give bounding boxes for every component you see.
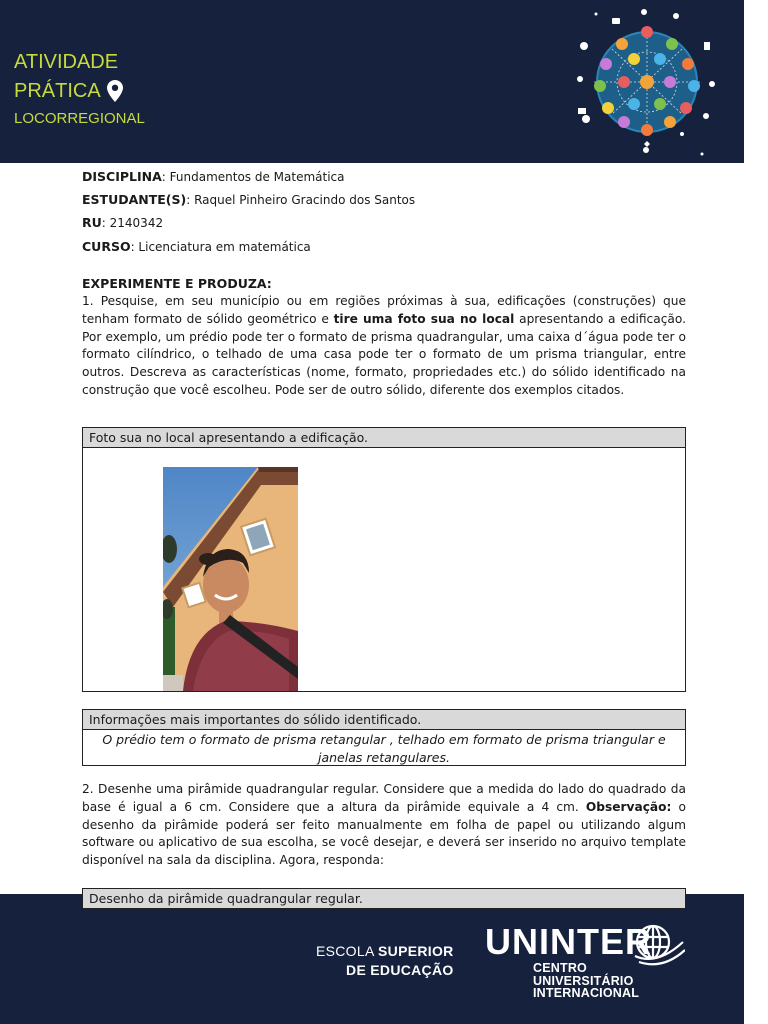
institution-subtitle [533,962,639,1000]
section-title: EXPERIMENTE E PRODUZA: [82,276,272,291]
question-1-part2: apresentando a edificação. Por exemplo, um prédio pode ter o formato de prisma quadrangular, uma caixa d´água pode ter o formato cilíndrico, o telhado de uma casa pode ter o formato de um prisma triangular, entre outros. Descreva as características (nome, formato, propriedades etc.) do sólido identificado na construção que você escolheu. Pode ser de outro sólido, diferente dos exemplos citados. [82,311,686,397]
question-2-text [82,781,686,870]
title-line-3: LOCORREGIONAL [14,110,145,127]
school-name-line-1 [316,942,454,961]
student-info [82,168,686,261]
title-line-1: ATIVIDADE [14,51,119,73]
question-1-text [82,293,686,400]
question-2-part1: 2. Desenhe uma pirâmide quadrangular regular. Considere que a medida do lado do quadrado da base é igual a 6 cm. Considere que a altura da pirâmide equivale a 4 cm. [82,782,686,814]
photo-box-header: Foto sua no local apresentando a edificação. [83,428,685,448]
discipline-label: DISCIPLINA [82,169,162,184]
question-2-part2: o desenho da pirâmide poderá ser feito manualmente em folha de papel ou utilizando algum software ou aplicativo de sua escolha, se você desejar, e deverá ser inserido no arquivo template disponível na sala da disciplina. Agora, responda: [82,799,686,868]
title-line-2 [14,80,145,102]
ru-row [82,214,686,233]
location-pin-icon [107,80,123,102]
question-1-part1: 1. Pesquise, em seu município ou em regiões próximas à sua, edificações (construções) que tenham formato de sólido geométrico e [82,294,686,326]
question-2-observation-label: Observação: [585,799,672,814]
school-name-escola: ESCOLA [316,943,379,959]
question-1-emphasis: tire uma foto sua no local [333,311,515,326]
solid-info-box [82,709,686,766]
student-label: ESTUDANTE(S) [82,192,187,208]
header-banner [0,0,744,163]
activity-title [14,52,145,126]
course-label: CURSO [82,238,131,254]
course-value: : Licenciatura em matemática [130,239,311,254]
footer-banner [0,894,744,1024]
photo-box [82,427,686,692]
subtitle-line-2: UNIVERSITÁRIO [533,973,634,988]
globe-logo-icon [633,922,685,968]
pyramid-drawing-box [82,888,686,909]
school-name-line-2 [316,961,454,980]
solid-info-answer: O prédio tem o formato de prisma retangular , telhado em formato de prisma triangular e janelas retangulares. [102,732,666,765]
school-name-superior: SUPERIOR [378,943,454,959]
discipline-value: : Fundamentos de Matemática [161,170,345,184]
social-network-globe-illustration [572,4,722,159]
student-photo [163,467,298,691]
title-line-2-text: PRÁTICA [14,80,101,102]
subtitle-line-3: INTERNACIONAL [533,986,640,1000]
ru-value: : 2140342 [101,216,164,231]
pyramid-box-header: Desenho da pirâmide quadrangular regular. [83,889,685,908]
student-row [82,191,686,210]
ru-label: RU [82,215,102,231]
subtitle-line-1: CENTRO [533,961,587,975]
solid-info-header: Informações mais importantes do sólido identificado. [83,710,685,730]
student-value: : Raquel Pinheiro Gracindo dos Santos [186,193,416,208]
selfie-image [163,467,298,691]
school-name-educacao: DE EDUCAÇÃO [346,962,454,978]
uninter-logo-text: UNINTER [485,921,652,962]
discipline-row [82,168,686,187]
school-name [316,942,454,980]
course-row [82,238,686,257]
